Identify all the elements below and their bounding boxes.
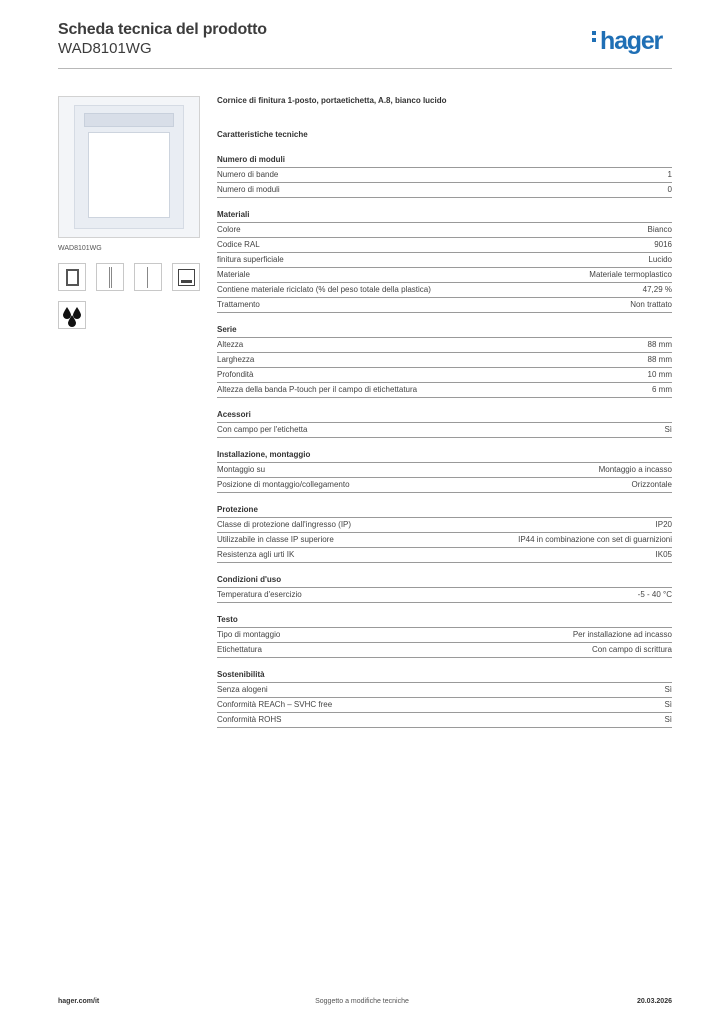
- frame-label-icon: [178, 269, 195, 286]
- spec-label: Contiene materiale riciclato (% del peso totale della plastica): [217, 285, 431, 294]
- spec-row: [217, 338, 672, 353]
- header-divider: [58, 68, 672, 69]
- spec-group: [217, 505, 672, 563]
- spec-label: Conformità ROHS: [217, 715, 282, 724]
- spec-group-title: Acessori: [217, 410, 672, 423]
- spec-value: Sì: [664, 425, 672, 434]
- spec-group-title: Serie: [217, 325, 672, 338]
- spec-value: IK05: [655, 550, 672, 559]
- spec-row: [217, 368, 672, 383]
- spec-value: Montaggio a incasso: [598, 465, 672, 474]
- thumbnail-side-view[interactable]: [96, 263, 124, 291]
- thumbnail-profile-view[interactable]: [134, 263, 162, 291]
- spec-value: 0: [667, 185, 672, 194]
- spec-row: [217, 683, 672, 698]
- spec-value: Materiale termoplastico: [589, 270, 672, 279]
- spec-label: Tipo di montaggio: [217, 630, 281, 639]
- frame-plate-illustration: [74, 105, 184, 229]
- spec-row: [217, 518, 672, 533]
- spec-groups: [217, 155, 672, 728]
- technical-specifications: [217, 96, 672, 740]
- hager-logo: [592, 27, 662, 55]
- frame-front-icon: [66, 269, 79, 286]
- spec-group-title: Installazione, montaggio: [217, 450, 672, 463]
- spec-row: [217, 698, 672, 713]
- spec-group: [217, 575, 672, 603]
- spec-label: Posizione di montaggio/collegamento: [217, 480, 350, 489]
- spec-value: 6 mm: [652, 385, 672, 394]
- spec-row: [217, 223, 672, 238]
- product-image: [58, 96, 200, 238]
- spec-row: [217, 183, 672, 198]
- spec-group-title: Condizioni d'uso: [217, 575, 672, 588]
- spec-value: Lucido: [648, 255, 672, 264]
- spec-value: Orizzontale: [631, 480, 672, 489]
- spec-group-title: Numero di moduli: [217, 155, 672, 168]
- page-title: Scheda tecnica del prodotto: [58, 21, 267, 38]
- spec-group: [217, 410, 672, 438]
- spec-row: [217, 463, 672, 478]
- spec-row: [217, 283, 672, 298]
- spec-value: 9016: [654, 240, 672, 249]
- spec-row: [217, 253, 672, 268]
- spec-value: 1: [667, 170, 672, 179]
- spec-value: IP20: [655, 520, 672, 529]
- spec-label: Altezza della banda P-touch per il campo di etichettatura: [217, 385, 418, 394]
- thumbnail-label-view[interactable]: [172, 263, 200, 291]
- spec-value: Sì: [664, 685, 672, 694]
- spec-group-title: Sostenibilità: [217, 670, 672, 683]
- spec-label: Con campo per l'etichetta: [217, 425, 308, 434]
- spec-value: Per installazione ad incasso: [572, 630, 672, 639]
- spec-row: [217, 548, 672, 563]
- spec-value: 88 mm: [647, 340, 672, 349]
- spec-row: [217, 628, 672, 643]
- footer-note: Soggetto a modifiche tecniche: [315, 998, 409, 1005]
- spec-label: Colore: [217, 225, 241, 234]
- spec-value: Con campo di scrittura: [591, 645, 672, 654]
- spec-group: [217, 670, 672, 728]
- logo-text: hager: [600, 27, 663, 55]
- frame-side-icon: [109, 267, 112, 288]
- spec-label: Classe di protezione dall'ingresso (IP): [217, 520, 352, 529]
- spec-row: [217, 168, 672, 183]
- spec-label: Larghezza: [217, 355, 255, 364]
- spec-row: [217, 713, 672, 728]
- spec-value: 47,29 %: [642, 285, 672, 294]
- spec-group: [217, 155, 672, 198]
- spec-label: Montaggio su: [217, 465, 266, 474]
- product-image-caption: WAD8101WG: [58, 245, 102, 252]
- spec-row: [217, 268, 672, 283]
- footer-website: hager.com/it: [58, 998, 100, 1005]
- spec-label: Resistenza agli urti IK: [217, 550, 295, 559]
- spec-value: 88 mm: [647, 355, 672, 364]
- spec-label: Codice RAL: [217, 240, 260, 249]
- product-code-heading: WAD8101WG: [58, 40, 152, 57]
- label-holder-illustration: [84, 113, 174, 127]
- spec-value: Bianco: [647, 225, 672, 234]
- spec-label: finitura superficiale: [217, 255, 284, 264]
- spec-label: Utilizzabile in classe IP superiore: [217, 535, 334, 544]
- spec-group-title: Materiali: [217, 210, 672, 223]
- water-drops-icon: [59, 302, 85, 328]
- spec-label: Conformità REACh – SVHC free: [217, 700, 333, 709]
- frame-opening-illustration: [88, 132, 170, 218]
- spec-group: [217, 325, 672, 398]
- logo-colon-mark: [592, 28, 597, 45]
- spec-group: [217, 450, 672, 493]
- spec-row: [217, 478, 672, 493]
- spec-label: Senza alogeni: [217, 685, 268, 694]
- spec-group-title: Protezione: [217, 505, 672, 518]
- thumbnail-front-view[interactable]: [58, 263, 86, 291]
- spec-label: Numero di moduli: [217, 185, 280, 194]
- spec-group-title: Testo: [217, 615, 672, 628]
- spec-row: [217, 353, 672, 368]
- moisture-protection-symbol: [58, 301, 86, 329]
- spec-value: IP44 in combinazione con set di guarnizioni: [518, 535, 672, 544]
- spec-row: [217, 423, 672, 438]
- spec-value: Non trattato: [630, 300, 672, 309]
- footer-date: 20.03.2026: [636, 998, 672, 1005]
- section-heading: Caratteristiche tecniche: [217, 130, 308, 139]
- spec-group: [217, 615, 672, 658]
- spec-row: [217, 298, 672, 313]
- spec-label: Altezza: [217, 340, 244, 349]
- spec-value: Sì: [664, 700, 672, 709]
- spec-row: [217, 588, 672, 603]
- spec-label: Numero di bande: [217, 170, 279, 179]
- spec-row: [217, 383, 672, 398]
- spec-value: -5 - 40 °C: [637, 590, 672, 599]
- spec-row: [217, 533, 672, 548]
- frame-profile-icon: [147, 267, 150, 288]
- spec-label: Profondità: [217, 370, 254, 379]
- spec-value: 10 mm: [647, 370, 672, 379]
- product-description: Cornice di finitura 1-posto, portaetichetta, A.8, bianco lucido: [217, 96, 447, 105]
- spec-label: Trattamento: [217, 300, 260, 309]
- spec-row: [217, 643, 672, 658]
- spec-group: [217, 210, 672, 313]
- spec-label: Materiale: [217, 270, 250, 279]
- spec-label: Temperatura d'esercizio: [217, 590, 302, 599]
- spec-value: Sì: [664, 715, 672, 724]
- spec-row: [217, 238, 672, 253]
- spec-label: Etichettatura: [217, 645, 262, 654]
